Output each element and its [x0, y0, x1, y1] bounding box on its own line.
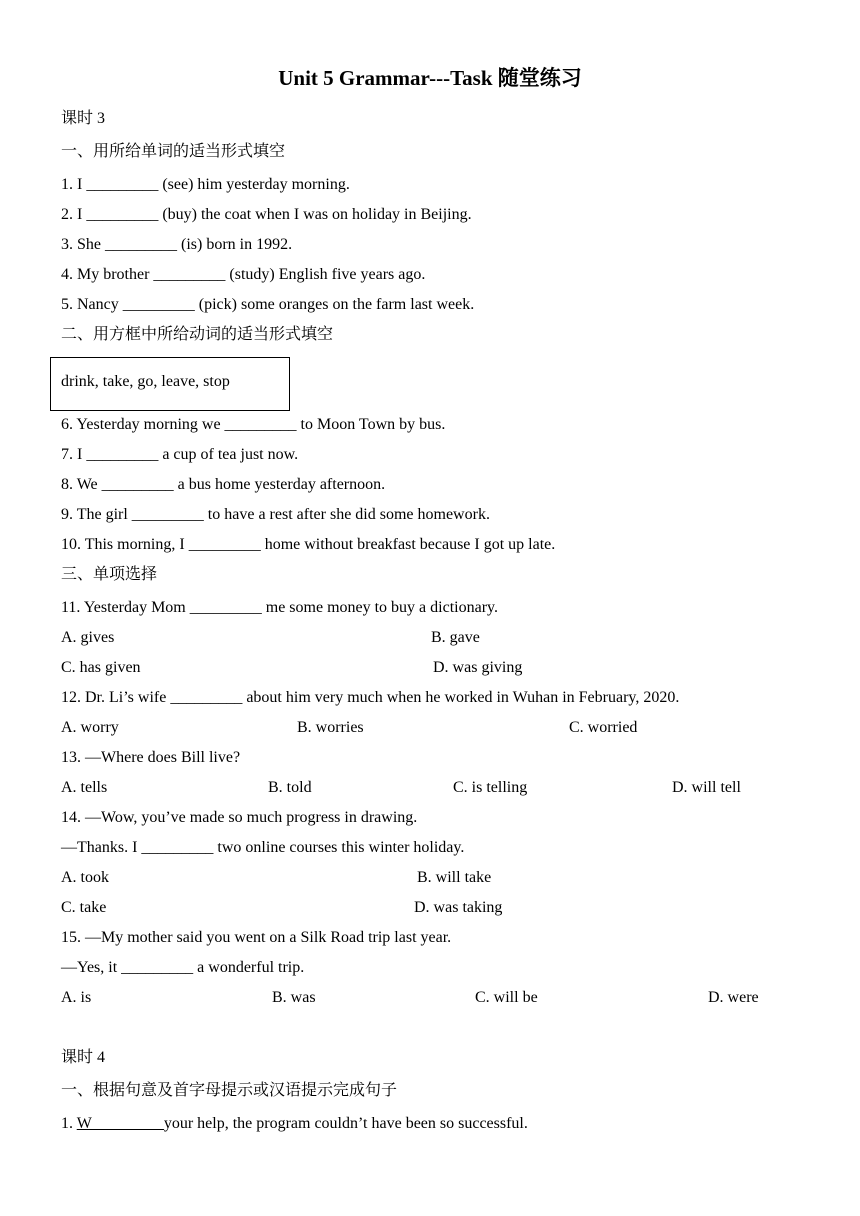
word-box-text: drink, take, go, leave, stop: [61, 373, 230, 390]
question-8: 8. We _________ a bus home yesterday afternoon.: [61, 476, 386, 493]
section-1-heading: 一、用所给单词的适当形式填空: [61, 143, 286, 160]
section-3-heading: 三、单项选择: [61, 566, 158, 583]
section-2-heading: 二、用方框中所给动词的适当形式填空: [61, 326, 334, 343]
question-15-stem: 15. —My mother said you went on a Silk Road trip last year.: [61, 929, 452, 946]
question-11-option-b: B. gave: [431, 629, 480, 646]
question-12-option-c: C. worried: [569, 719, 638, 736]
question-3: 3. She _________ (is) born in 1992.: [61, 236, 293, 253]
question-14-option-b: B. will take: [417, 869, 492, 886]
question-6: 6. Yesterday morning we _________ to Moon Town by bus.: [61, 416, 446, 433]
question-15-option-a: A. is: [61, 989, 92, 1006]
question-15-stem-reply: —Yes, it _________ a wonderful trip.: [61, 959, 305, 976]
question-14-stem: 14. —Wow, you’ve made so much progress in drawing.: [61, 809, 418, 826]
lesson-4-heading: 课时 4: [61, 1049, 106, 1066]
question-15-option-c: C. will be: [475, 989, 538, 1006]
lesson-4-question-1: [61, 1114, 528, 1134]
question-13-option-b: B. told: [268, 779, 312, 796]
question-12-stem: 12. Dr. Li’s wife _________ about him very much when he worked in Wuhan in February, 2020.: [61, 689, 680, 706]
question-9: 9. The girl _________ to have a rest after she did some homework.: [61, 506, 490, 523]
question-7: 7. I _________ a cup of tea just now.: [61, 446, 299, 463]
question-11-stem: 11. Yesterday Mom _________ me some money to buy a dictionary.: [61, 599, 498, 616]
question-5: 5. Nancy _________ (pick) some oranges on the farm last week.: [61, 296, 475, 313]
question-10: 10. This morning, I _________ home without breakfast because I got up late.: [61, 536, 556, 553]
question-15-option-d: D. were: [708, 989, 759, 1006]
answer-blank: W_________: [76, 1115, 164, 1132]
question-13-option-a: A. tells: [61, 779, 108, 796]
question-15-option-b: B. was: [272, 989, 316, 1006]
question-2: 2. I _________ (buy) the coat when I was on holiday in Beijing.: [61, 206, 472, 223]
question-13-stem: 13. —Where does Bill live?: [61, 749, 241, 766]
question-number: 1.: [61, 1115, 77, 1132]
question-14-option-d: D. was taking: [414, 899, 503, 916]
question-text: your help, the program couldn’t have been so successful.: [163, 1115, 528, 1132]
question-12-option-a: A. worry: [61, 719, 119, 736]
question-4: 4. My brother _________ (study) English five years ago.: [61, 266, 426, 283]
question-13-option-d: D. will tell: [672, 779, 741, 796]
question-13-option-c: C. is telling: [453, 779, 528, 796]
question-11-option-c: C. has given: [61, 659, 141, 676]
word-box: [50, 357, 290, 411]
question-11-option-d: D. was giving: [433, 659, 523, 676]
question-14-option-a: A. took: [61, 869, 109, 886]
question-12-option-b: B. worries: [297, 719, 364, 736]
page-title: Unit 5 Grammar---Task 随堂练习: [278, 66, 582, 90]
question-14-option-c: C. take: [61, 899, 107, 916]
lesson-4-section-1-heading: 一、根据句意及首字母提示或汉语提示完成句子: [61, 1082, 398, 1099]
question-11-option-a: A. gives: [61, 629, 115, 646]
lesson-3-heading: 课时 3: [61, 110, 106, 127]
question-14-stem-reply: —Thanks. I _________ two online courses this winter holiday.: [61, 839, 465, 856]
question-1: 1. I _________ (see) him yesterday morning.: [61, 176, 350, 193]
